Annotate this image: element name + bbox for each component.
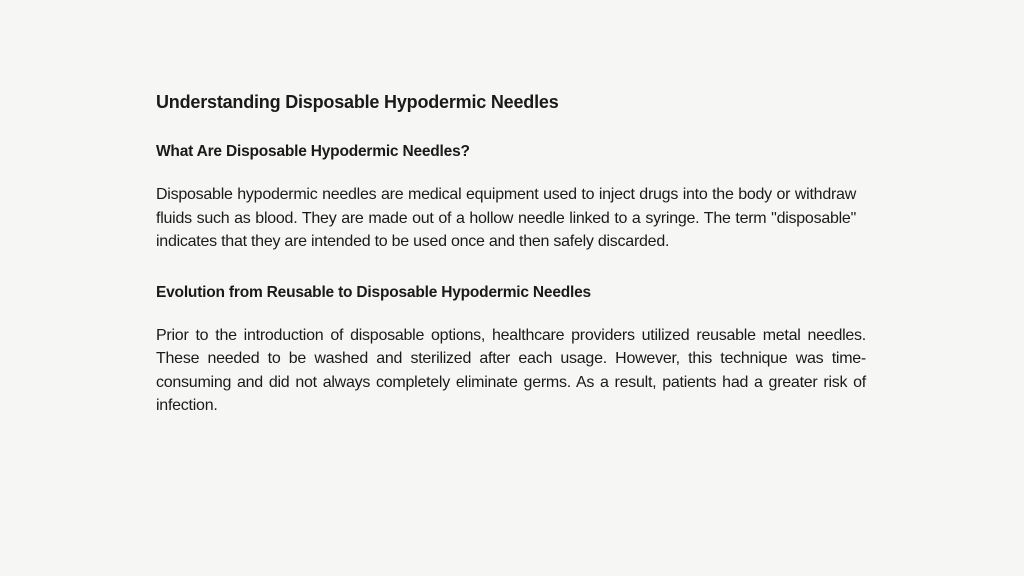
document-title: Understanding Disposable Hypodermic Needles xyxy=(156,92,559,112)
section-heading-evolution: Evolution from Reusable to Disposable Hypodermic Needles xyxy=(156,283,591,301)
section-body-what-are: Disposable hypodermic needles are medical equipment used to inject drugs into the body or withdraw fluids such as blood. They are made out of a hollow needle linked to a syringe. The term "disposable" indicates that they are intended to be used once and then safely discarded. xyxy=(156,186,856,250)
section-body-evolution: Prior to the introduction of disposable options, healthcare providers utilized reusable metal needles. These needed to be washed and sterilized after each usage. However, this technique was time-consuming and did not always completely eliminate germs. As a result, patients had a greater risk of infection. xyxy=(156,326,866,414)
document-content xyxy=(156,92,866,448)
section-heading-what-are: What Are Disposable Hypodermic Needles? xyxy=(156,143,470,160)
